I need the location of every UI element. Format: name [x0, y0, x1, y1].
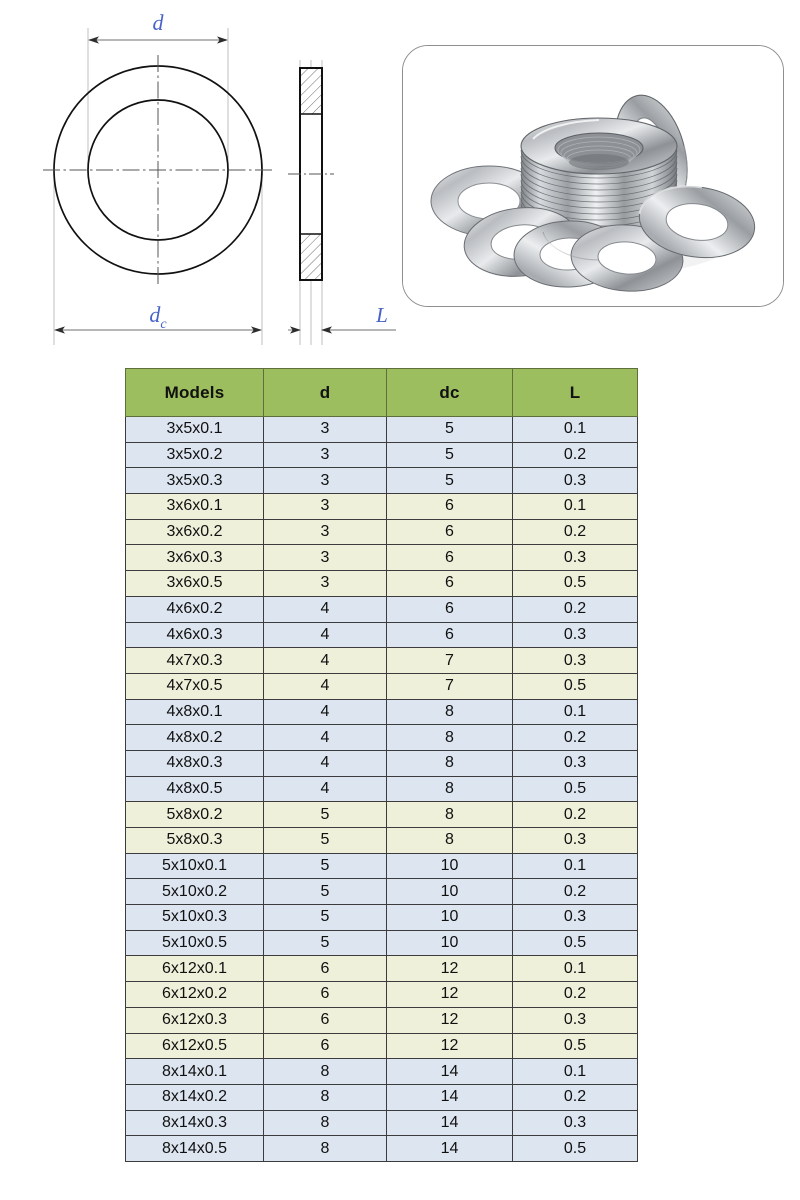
table-row[interactable] — [126, 622, 638, 648]
table-row[interactable] — [126, 879, 638, 905]
table-row[interactable] — [126, 1084, 638, 1110]
drawing-and-photo-block — [0, 0, 800, 360]
table-row[interactable] — [126, 494, 638, 520]
cell-d: 4 — [264, 750, 387, 776]
cell-d: 5 — [264, 930, 387, 956]
cell-dc: 6 — [387, 494, 513, 520]
column-header-models: Models — [126, 369, 264, 417]
cell-d: 4 — [264, 699, 387, 725]
cell-model: 3x6x0.5 — [126, 571, 264, 597]
cell-model: 3x5x0.1 — [126, 417, 264, 443]
cell-d: 8 — [264, 1059, 387, 1085]
cell-dc: 12 — [387, 956, 513, 982]
cell-d: 5 — [264, 802, 387, 828]
cell-model: 4x8x0.1 — [126, 699, 264, 725]
table-row[interactable] — [126, 725, 638, 751]
cell-L: 0.1 — [513, 853, 638, 879]
washer-section-view — [288, 68, 334, 280]
cell-model: 4x7x0.5 — [126, 673, 264, 699]
cell-d: 4 — [264, 648, 387, 674]
cell-L: 0.3 — [513, 905, 638, 931]
table-row[interactable] — [126, 673, 638, 699]
cell-model: 4x7x0.3 — [126, 648, 264, 674]
cell-dc: 14 — [387, 1084, 513, 1110]
column-header-L: L — [513, 369, 638, 417]
dimension-label-dc-base: d — [149, 302, 161, 327]
table-body — [126, 417, 638, 1162]
table-row[interactable] — [126, 648, 638, 674]
cell-model: 3x6x0.1 — [126, 494, 264, 520]
dimension-L — [288, 303, 396, 330]
cell-L: 0.2 — [513, 879, 638, 905]
cell-dc: 6 — [387, 519, 513, 545]
cell-L: 0.5 — [513, 673, 638, 699]
column-header-d: d — [264, 369, 387, 417]
dimension-label-d: d — [152, 10, 164, 35]
cell-model: 3x6x0.3 — [126, 545, 264, 571]
cell-dc: 14 — [387, 1110, 513, 1136]
table-row[interactable] — [126, 442, 638, 468]
cell-L: 0.1 — [513, 494, 638, 520]
cell-d: 3 — [264, 494, 387, 520]
cell-L: 0.5 — [513, 1136, 638, 1162]
table-row[interactable] — [126, 905, 638, 931]
table-row[interactable] — [126, 828, 638, 854]
cell-dc: 10 — [387, 853, 513, 879]
cell-dc: 8 — [387, 699, 513, 725]
table-row[interactable] — [126, 776, 638, 802]
cell-dc: 8 — [387, 750, 513, 776]
cell-dc: 14 — [387, 1059, 513, 1085]
washer-specification-table — [125, 368, 637, 1162]
dimension-d — [89, 10, 227, 40]
table-row[interactable] — [126, 1136, 638, 1162]
cell-L: 0.3 — [513, 468, 638, 494]
column-header-dc: dc — [387, 369, 513, 417]
cell-L: 0.2 — [513, 442, 638, 468]
cell-model: 4x8x0.3 — [126, 750, 264, 776]
table-row[interactable] — [126, 1110, 638, 1136]
cell-dc: 10 — [387, 930, 513, 956]
table-row[interactable] — [126, 853, 638, 879]
table-row[interactable] — [126, 417, 638, 443]
cell-L: 0.2 — [513, 596, 638, 622]
washer-engineering-drawing — [0, 0, 400, 360]
cell-dc: 8 — [387, 802, 513, 828]
cell-d: 6 — [264, 982, 387, 1008]
cell-d: 6 — [264, 956, 387, 982]
table-row[interactable] — [126, 1059, 638, 1085]
cell-d: 4 — [264, 725, 387, 751]
cell-model: 4x8x0.5 — [126, 776, 264, 802]
dimension-label-dc — [149, 302, 167, 332]
cell-d: 3 — [264, 417, 387, 443]
table-row[interactable] — [126, 956, 638, 982]
cell-d: 4 — [264, 776, 387, 802]
cell-dc: 6 — [387, 545, 513, 571]
cell-L: 0.5 — [513, 571, 638, 597]
cell-model: 5x10x0.1 — [126, 853, 264, 879]
cell-d: 3 — [264, 519, 387, 545]
cell-dc: 12 — [387, 1007, 513, 1033]
cell-model: 5x8x0.3 — [126, 828, 264, 854]
cell-d: 5 — [264, 879, 387, 905]
table-row[interactable] — [126, 699, 638, 725]
cell-L: 0.2 — [513, 519, 638, 545]
cell-L: 0.1 — [513, 1059, 638, 1085]
cell-d: 4 — [264, 596, 387, 622]
cell-L: 0.3 — [513, 1110, 638, 1136]
cell-d: 5 — [264, 905, 387, 931]
cell-d: 3 — [264, 545, 387, 571]
cell-d: 4 — [264, 673, 387, 699]
cell-L: 0.5 — [513, 930, 638, 956]
table-row[interactable] — [126, 468, 638, 494]
cell-model: 3x5x0.2 — [126, 442, 264, 468]
cell-dc: 5 — [387, 468, 513, 494]
table-row[interactable] — [126, 571, 638, 597]
cell-L: 0.1 — [513, 699, 638, 725]
cell-L: 0.3 — [513, 622, 638, 648]
cell-dc: 5 — [387, 417, 513, 443]
cell-model: 8x14x0.1 — [126, 1059, 264, 1085]
center-lines — [43, 55, 273, 285]
cell-dc: 8 — [387, 828, 513, 854]
cell-L: 0.3 — [513, 1007, 638, 1033]
cell-L: 0.2 — [513, 802, 638, 828]
table-row[interactable] — [126, 982, 638, 1008]
cell-model: 5x8x0.2 — [126, 802, 264, 828]
cell-d: 6 — [264, 1033, 387, 1059]
cell-model: 6x12x0.5 — [126, 1033, 264, 1059]
cell-L: 0.3 — [513, 648, 638, 674]
cell-L: 0.5 — [513, 776, 638, 802]
cell-d: 8 — [264, 1084, 387, 1110]
cell-dc: 6 — [387, 622, 513, 648]
cell-dc: 6 — [387, 571, 513, 597]
cell-model: 3x6x0.2 — [126, 519, 264, 545]
cell-model: 8x14x0.5 — [126, 1136, 264, 1162]
product-photo-svg — [403, 46, 783, 306]
cell-L: 0.2 — [513, 982, 638, 1008]
cell-dc: 14 — [387, 1136, 513, 1162]
cell-model: 5x10x0.2 — [126, 879, 264, 905]
cell-L: 0.1 — [513, 417, 638, 443]
cell-d: 5 — [264, 828, 387, 854]
cell-dc: 8 — [387, 725, 513, 751]
cell-model: 8x14x0.3 — [126, 1110, 264, 1136]
cell-L: 0.3 — [513, 545, 638, 571]
table-row[interactable] — [126, 1033, 638, 1059]
cell-d: 8 — [264, 1136, 387, 1162]
cell-d: 4 — [264, 622, 387, 648]
cell-dc: 7 — [387, 673, 513, 699]
cell-d: 5 — [264, 853, 387, 879]
table-row[interactable] — [126, 750, 638, 776]
cell-L: 0.3 — [513, 750, 638, 776]
cell-model: 6x12x0.2 — [126, 982, 264, 1008]
cell-dc: 10 — [387, 879, 513, 905]
dimension-label-L: L — [376, 303, 388, 327]
table-row[interactable] — [126, 519, 638, 545]
table-row[interactable] — [126, 930, 638, 956]
cell-d: 8 — [264, 1110, 387, 1136]
cell-L: 0.3 — [513, 828, 638, 854]
cell-d: 3 — [264, 468, 387, 494]
dimension-label-dc-subscript: c — [160, 317, 167, 332]
cell-model: 5x10x0.3 — [126, 905, 264, 931]
cell-L: 0.2 — [513, 725, 638, 751]
shim-washer-product-photo — [402, 45, 784, 307]
cell-d: 3 — [264, 442, 387, 468]
table-row[interactable] — [126, 1007, 638, 1033]
cell-dc: 5 — [387, 442, 513, 468]
cell-model: 3x5x0.3 — [126, 468, 264, 494]
cell-L: 0.2 — [513, 1084, 638, 1110]
table-row[interactable] — [126, 545, 638, 571]
cell-d: 6 — [264, 1007, 387, 1033]
cell-model: 8x14x0.2 — [126, 1084, 264, 1110]
cell-L: 0.1 — [513, 956, 638, 982]
extension-lines — [54, 28, 322, 345]
cell-dc: 12 — [387, 1033, 513, 1059]
cell-model: 5x10x0.5 — [126, 930, 264, 956]
table-row[interactable] — [126, 596, 638, 622]
table-header-row — [126, 369, 638, 417]
cell-model: 6x12x0.3 — [126, 1007, 264, 1033]
cell-L: 0.5 — [513, 1033, 638, 1059]
cell-dc: 10 — [387, 905, 513, 931]
dimension-dc — [55, 302, 261, 332]
drawing-svg — [0, 0, 400, 360]
cell-model: 4x6x0.2 — [126, 596, 264, 622]
table-row[interactable] — [126, 802, 638, 828]
cell-model: 4x6x0.3 — [126, 622, 264, 648]
cell-d: 3 — [264, 571, 387, 597]
cell-dc: 12 — [387, 982, 513, 1008]
cell-model: 6x12x0.1 — [126, 956, 264, 982]
cell-model: 4x8x0.2 — [126, 725, 264, 751]
cell-dc: 7 — [387, 648, 513, 674]
cell-dc: 8 — [387, 776, 513, 802]
cell-dc: 6 — [387, 596, 513, 622]
